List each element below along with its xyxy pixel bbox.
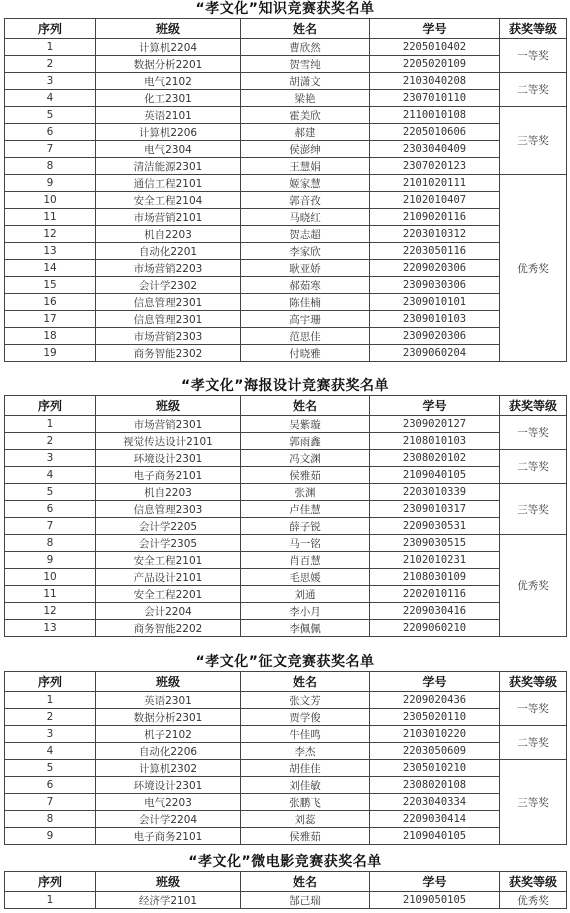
cell-student-id: 2109040105 bbox=[370, 828, 500, 845]
cell-class: 环境设计2301 bbox=[96, 777, 241, 794]
cell-class: 市场营销2203 bbox=[96, 260, 241, 277]
header-name: 姓名 bbox=[241, 19, 370, 39]
cell-student-id: 2203010339 bbox=[370, 484, 500, 501]
table-row bbox=[5, 175, 567, 192]
cell-name: 刘通 bbox=[241, 586, 370, 603]
cell-class: 市场营销2303 bbox=[96, 328, 241, 345]
table-row bbox=[5, 892, 567, 909]
section-title: “孝文化”海报设计竞赛获奖名单 bbox=[181, 378, 389, 394]
cell-serial: 9 bbox=[5, 828, 96, 845]
cell-serial: 1 bbox=[5, 892, 96, 909]
header-award-level: 获奖等级 bbox=[500, 672, 567, 692]
cell-student-id: 2209030416 bbox=[370, 603, 500, 620]
table-row bbox=[5, 794, 567, 811]
header-serial: 序列 bbox=[5, 396, 96, 416]
cell-serial: 18 bbox=[5, 328, 96, 345]
cell-class: 英语2101 bbox=[96, 107, 241, 124]
cell-class: 英语2301 bbox=[96, 692, 241, 709]
table-row bbox=[5, 141, 567, 158]
table-row bbox=[5, 726, 567, 743]
cell-name: 付晓雅 bbox=[241, 345, 370, 362]
cell-name: 张鹏飞 bbox=[241, 794, 370, 811]
table-header-row bbox=[5, 872, 567, 892]
cell-class: 机自2203 bbox=[96, 484, 241, 501]
cell-class: 视觉传达设计2101 bbox=[96, 433, 241, 450]
cell-class: 经济学2101 bbox=[96, 892, 241, 909]
header-student-id: 学号 bbox=[370, 396, 500, 416]
cell-serial: 19 bbox=[5, 345, 96, 362]
cell-name: 郭雨鑫 bbox=[241, 433, 370, 450]
cell-student-id: 2108010103 bbox=[370, 433, 500, 450]
table-header-row bbox=[5, 672, 567, 692]
table-header-row bbox=[5, 19, 567, 39]
cell-student-id: 2307010110 bbox=[370, 90, 500, 107]
cell-name: 薛子锐 bbox=[241, 518, 370, 535]
table-row bbox=[5, 467, 567, 484]
cell-award-level: 一等奖 bbox=[500, 692, 567, 726]
table-row bbox=[5, 209, 567, 226]
cell-student-id: 2203010312 bbox=[370, 226, 500, 243]
cell-class: 会计2204 bbox=[96, 603, 241, 620]
cell-serial: 8 bbox=[5, 535, 96, 552]
table-row bbox=[5, 56, 567, 73]
cell-student-id: 2203050609 bbox=[370, 743, 500, 760]
header-award-level: 获奖等级 bbox=[500, 396, 567, 416]
cell-student-id: 2209020306 bbox=[370, 260, 500, 277]
header-name: 姓名 bbox=[241, 872, 370, 892]
cell-student-id: 2303040409 bbox=[370, 141, 500, 158]
cell-student-id: 2205010606 bbox=[370, 124, 500, 141]
cell-serial: 11 bbox=[5, 209, 96, 226]
cell-award-level: 二等奖 bbox=[500, 726, 567, 760]
cell-student-id: 2209060210 bbox=[370, 620, 500, 637]
award-table bbox=[4, 671, 567, 845]
cell-class: 机子2102 bbox=[96, 726, 241, 743]
cell-class: 会计学2302 bbox=[96, 277, 241, 294]
table-row bbox=[5, 709, 567, 726]
header-class: 班级 bbox=[96, 19, 241, 39]
header-award-level: 获奖等级 bbox=[500, 872, 567, 892]
cell-class: 会计学2204 bbox=[96, 811, 241, 828]
cell-award-level: 优秀奖 bbox=[500, 892, 567, 909]
cell-award-level: 一等奖 bbox=[500, 39, 567, 73]
cell-name: 刘佳敏 bbox=[241, 777, 370, 794]
cell-serial: 17 bbox=[5, 311, 96, 328]
header-serial: 序列 bbox=[5, 872, 96, 892]
table-row bbox=[5, 107, 567, 124]
cell-name: 吴紫璇 bbox=[241, 416, 370, 433]
cell-award-level: 三等奖 bbox=[500, 484, 567, 535]
cell-student-id: 2205020109 bbox=[370, 56, 500, 73]
header-student-id: 学号 bbox=[370, 672, 500, 692]
cell-serial: 14 bbox=[5, 260, 96, 277]
cell-class: 电子商务2101 bbox=[96, 467, 241, 484]
cell-name: 姬家慧 bbox=[241, 175, 370, 192]
cell-serial: 13 bbox=[5, 620, 96, 637]
section-title: “孝文化”微电影竞赛获奖名单 bbox=[188, 854, 382, 870]
cell-class: 电气2304 bbox=[96, 141, 241, 158]
table-row bbox=[5, 569, 567, 586]
table-row bbox=[5, 294, 567, 311]
cell-name: 马一铭 bbox=[241, 535, 370, 552]
cell-student-id: 2209030531 bbox=[370, 518, 500, 535]
cell-name: 胡佳佳 bbox=[241, 760, 370, 777]
table-row bbox=[5, 518, 567, 535]
table-row bbox=[5, 433, 567, 450]
cell-student-id: 2309010317 bbox=[370, 501, 500, 518]
cell-serial: 4 bbox=[5, 467, 96, 484]
section-title: “孝文化”征文竞赛获奖名单 bbox=[195, 654, 375, 670]
cell-class: 自动化2206 bbox=[96, 743, 241, 760]
cell-student-id: 2202010116 bbox=[370, 586, 500, 603]
table-row bbox=[5, 450, 567, 467]
cell-class: 数据分析2301 bbox=[96, 709, 241, 726]
cell-student-id: 2109040105 bbox=[370, 467, 500, 484]
table-row bbox=[5, 484, 567, 501]
table-header-row bbox=[5, 396, 567, 416]
cell-name: 贺雪纯 bbox=[241, 56, 370, 73]
cell-serial: 7 bbox=[5, 141, 96, 158]
cell-serial: 8 bbox=[5, 811, 96, 828]
cell-name: 李小月 bbox=[241, 603, 370, 620]
cell-serial: 12 bbox=[5, 226, 96, 243]
cell-class: 电气2203 bbox=[96, 794, 241, 811]
cell-serial: 10 bbox=[5, 569, 96, 586]
cell-name: 马晓红 bbox=[241, 209, 370, 226]
cell-name: 郝茹寒 bbox=[241, 277, 370, 294]
cell-name: 贺志超 bbox=[241, 226, 370, 243]
cell-student-id: 2308020108 bbox=[370, 777, 500, 794]
cell-serial: 7 bbox=[5, 794, 96, 811]
cell-class: 环境设计2301 bbox=[96, 450, 241, 467]
cell-serial: 16 bbox=[5, 294, 96, 311]
cell-serial: 2 bbox=[5, 56, 96, 73]
cell-class: 信息管理2301 bbox=[96, 311, 241, 328]
cell-serial: 8 bbox=[5, 158, 96, 175]
cell-award-level: 三等奖 bbox=[500, 107, 567, 175]
cell-name: 曹欣然 bbox=[241, 39, 370, 56]
cell-name: 李家欣 bbox=[241, 243, 370, 260]
table-row bbox=[5, 260, 567, 277]
cell-award-level: 二等奖 bbox=[500, 73, 567, 107]
cell-student-id: 2108030109 bbox=[370, 569, 500, 586]
cell-student-id: 2103040208 bbox=[370, 73, 500, 90]
cell-class: 电气2102 bbox=[96, 73, 241, 90]
cell-serial: 15 bbox=[5, 277, 96, 294]
cell-name: 侯澎绅 bbox=[241, 141, 370, 158]
section-title: “孝文化”知识竞赛获奖名单 bbox=[195, 1, 375, 17]
cell-serial: 13 bbox=[5, 243, 96, 260]
cell-name: 郝建 bbox=[241, 124, 370, 141]
cell-class: 电子商务2101 bbox=[96, 828, 241, 845]
cell-student-id: 2203040334 bbox=[370, 794, 500, 811]
cell-student-id: 2101020111 bbox=[370, 175, 500, 192]
table-row bbox=[5, 586, 567, 603]
table-row bbox=[5, 277, 567, 294]
cell-award-level: 二等奖 bbox=[500, 450, 567, 484]
cell-student-id: 2205010402 bbox=[370, 39, 500, 56]
cell-student-id: 2309030515 bbox=[370, 535, 500, 552]
cell-serial: 3 bbox=[5, 450, 96, 467]
table-row bbox=[5, 552, 567, 569]
table-row bbox=[5, 73, 567, 90]
cell-serial: 6 bbox=[5, 124, 96, 141]
cell-student-id: 2110010108 bbox=[370, 107, 500, 124]
cell-name: 郜己瑞 bbox=[241, 892, 370, 909]
table-row bbox=[5, 243, 567, 260]
cell-student-id: 2309020306 bbox=[370, 328, 500, 345]
table-row bbox=[5, 226, 567, 243]
cell-name: 侯雅茹 bbox=[241, 467, 370, 484]
cell-class: 机自2203 bbox=[96, 226, 241, 243]
cell-name: 肖百慧 bbox=[241, 552, 370, 569]
table-row bbox=[5, 692, 567, 709]
table-row bbox=[5, 39, 567, 56]
cell-name: 牛佳鸣 bbox=[241, 726, 370, 743]
cell-award-level: 三等奖 bbox=[500, 760, 567, 845]
cell-serial: 2 bbox=[5, 433, 96, 450]
cell-name: 高宇珊 bbox=[241, 311, 370, 328]
header-serial: 序列 bbox=[5, 19, 96, 39]
cell-student-id: 2307020123 bbox=[370, 158, 500, 175]
cell-class: 化工2301 bbox=[96, 90, 241, 107]
cell-serial: 7 bbox=[5, 518, 96, 535]
table-row bbox=[5, 345, 567, 362]
cell-name: 张文芳 bbox=[241, 692, 370, 709]
cell-class: 商务智能2302 bbox=[96, 345, 241, 362]
cell-class: 安全工程2201 bbox=[96, 586, 241, 603]
cell-serial: 2 bbox=[5, 709, 96, 726]
table-row bbox=[5, 760, 567, 777]
cell-name: 侯雅茹 bbox=[241, 828, 370, 845]
cell-serial: 6 bbox=[5, 777, 96, 794]
table-row bbox=[5, 416, 567, 433]
cell-student-id: 2309010103 bbox=[370, 311, 500, 328]
cell-name: 郭音孜 bbox=[241, 192, 370, 209]
cell-serial: 5 bbox=[5, 484, 96, 501]
cell-award-level: 优秀奖 bbox=[500, 175, 567, 362]
table-row bbox=[5, 603, 567, 620]
cell-name: 贾学俊 bbox=[241, 709, 370, 726]
cell-class: 会计学2205 bbox=[96, 518, 241, 535]
cell-student-id: 2309060204 bbox=[370, 345, 500, 362]
cell-student-id: 2309030306 bbox=[370, 277, 500, 294]
cell-award-level: 优秀奖 bbox=[500, 535, 567, 637]
cell-name: 范思佳 bbox=[241, 328, 370, 345]
cell-class: 计算机2206 bbox=[96, 124, 241, 141]
cell-student-id: 2309010101 bbox=[370, 294, 500, 311]
header-award-level: 获奖等级 bbox=[500, 19, 567, 39]
award-table bbox=[4, 18, 567, 362]
cell-name: 陈佳楠 bbox=[241, 294, 370, 311]
cell-serial: 9 bbox=[5, 175, 96, 192]
table-row bbox=[5, 124, 567, 141]
cell-student-id: 2305010210 bbox=[370, 760, 500, 777]
header-student-id: 学号 bbox=[370, 19, 500, 39]
cell-student-id: 2102010231 bbox=[370, 552, 500, 569]
cell-serial: 9 bbox=[5, 552, 96, 569]
cell-class: 商务智能2202 bbox=[96, 620, 241, 637]
table-row bbox=[5, 90, 567, 107]
cell-name: 霍美欣 bbox=[241, 107, 370, 124]
cell-name: 李杰 bbox=[241, 743, 370, 760]
table-row bbox=[5, 158, 567, 175]
cell-student-id: 2109020116 bbox=[370, 209, 500, 226]
cell-serial: 3 bbox=[5, 73, 96, 90]
cell-student-id: 2109050105 bbox=[370, 892, 500, 909]
cell-serial: 1 bbox=[5, 692, 96, 709]
cell-name: 耿亚娇 bbox=[241, 260, 370, 277]
cell-class: 会计学2305 bbox=[96, 535, 241, 552]
cell-serial: 12 bbox=[5, 603, 96, 620]
cell-class: 市场营销2301 bbox=[96, 416, 241, 433]
cell-name: 刘蕊 bbox=[241, 811, 370, 828]
cell-student-id: 2308020102 bbox=[370, 450, 500, 467]
cell-name: 毛思媛 bbox=[241, 569, 370, 586]
cell-serial: 11 bbox=[5, 586, 96, 603]
table-row bbox=[5, 811, 567, 828]
header-serial: 序列 bbox=[5, 672, 96, 692]
cell-award-level: 一等奖 bbox=[500, 416, 567, 450]
header-class: 班级 bbox=[96, 872, 241, 892]
cell-serial: 1 bbox=[5, 416, 96, 433]
header-class: 班级 bbox=[96, 672, 241, 692]
header-student-id: 学号 bbox=[370, 872, 500, 892]
cell-class: 信息管理2303 bbox=[96, 501, 241, 518]
cell-name: 李佩佩 bbox=[241, 620, 370, 637]
cell-serial: 5 bbox=[5, 107, 96, 124]
award-table bbox=[4, 395, 567, 637]
cell-name: 卢佳慧 bbox=[241, 501, 370, 518]
cell-name: 张渊 bbox=[241, 484, 370, 501]
table-row bbox=[5, 311, 567, 328]
cell-class: 计算机2302 bbox=[96, 760, 241, 777]
cell-serial: 4 bbox=[5, 743, 96, 760]
cell-student-id: 2209020436 bbox=[370, 692, 500, 709]
table-row bbox=[5, 328, 567, 345]
cell-name: 王慧娟 bbox=[241, 158, 370, 175]
cell-serial: 10 bbox=[5, 192, 96, 209]
header-name: 姓名 bbox=[241, 672, 370, 692]
table-row bbox=[5, 501, 567, 518]
award-table bbox=[4, 871, 567, 909]
cell-class: 产品设计2101 bbox=[96, 569, 241, 586]
cell-serial: 6 bbox=[5, 501, 96, 518]
header-class: 班级 bbox=[96, 396, 241, 416]
cell-name: 梁艳 bbox=[241, 90, 370, 107]
cell-class: 通信工程2101 bbox=[96, 175, 241, 192]
cell-class: 安全工程2101 bbox=[96, 552, 241, 569]
cell-student-id: 2209030414 bbox=[370, 811, 500, 828]
cell-name: 胡潇文 bbox=[241, 73, 370, 90]
cell-student-id: 2305020110 bbox=[370, 709, 500, 726]
cell-serial: 4 bbox=[5, 90, 96, 107]
table-row bbox=[5, 535, 567, 552]
cell-class: 市场营销2101 bbox=[96, 209, 241, 226]
cell-class: 清洁能源2301 bbox=[96, 158, 241, 175]
table-row bbox=[5, 777, 567, 794]
cell-serial: 1 bbox=[5, 39, 96, 56]
cell-serial: 5 bbox=[5, 760, 96, 777]
table-row bbox=[5, 192, 567, 209]
cell-name: 冯文渊 bbox=[241, 450, 370, 467]
table-row bbox=[5, 620, 567, 637]
cell-student-id: 2102010407 bbox=[370, 192, 500, 209]
cell-student-id: 2309020127 bbox=[370, 416, 500, 433]
table-row bbox=[5, 743, 567, 760]
cell-class: 信息管理2301 bbox=[96, 294, 241, 311]
table-row bbox=[5, 828, 567, 845]
cell-class: 安全工程2104 bbox=[96, 192, 241, 209]
cell-student-id: 2203050116 bbox=[370, 243, 500, 260]
cell-serial: 3 bbox=[5, 726, 96, 743]
cell-class: 自动化2201 bbox=[96, 243, 241, 260]
cell-class: 计算机2204 bbox=[96, 39, 241, 56]
cell-student-id: 2103010220 bbox=[370, 726, 500, 743]
cell-class: 数据分析2201 bbox=[96, 56, 241, 73]
header-name: 姓名 bbox=[241, 396, 370, 416]
